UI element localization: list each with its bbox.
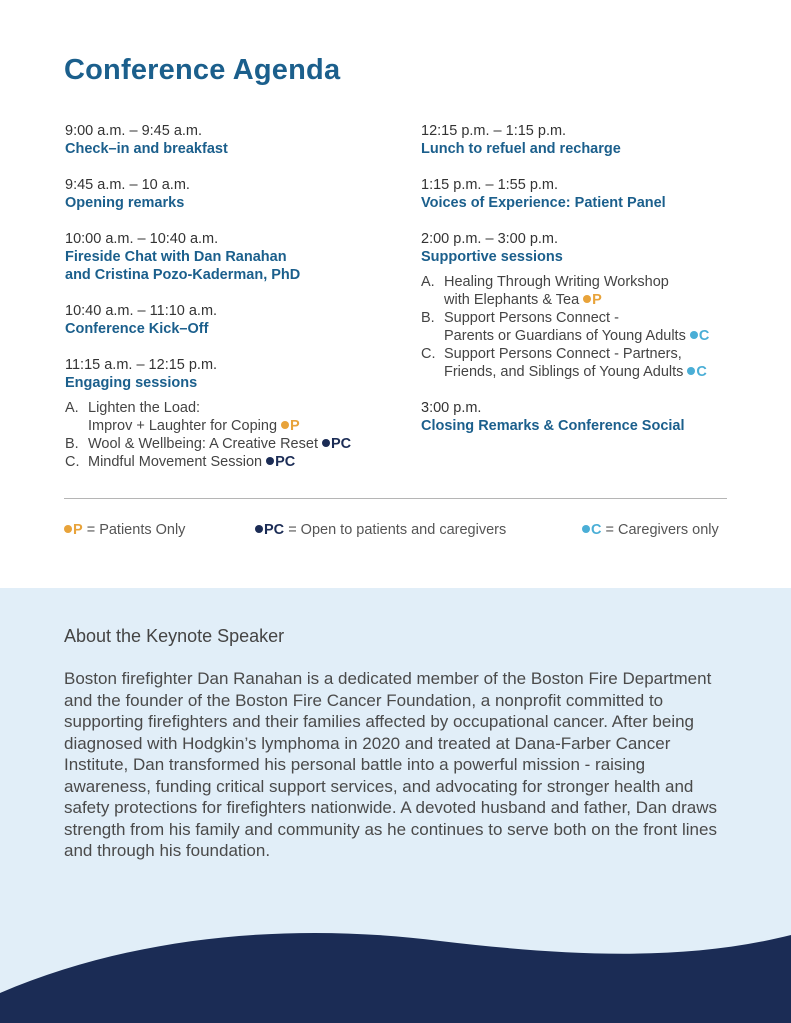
- keynote-heading: About the Keynote Speaker: [64, 626, 285, 646]
- agenda-time: 9:45 a.m. – 10 a.m.: [65, 177, 190, 193]
- session-list: [65, 399, 395, 471]
- session-line2: with Elephants & Tea: [444, 292, 580, 308]
- session-item: [65, 435, 395, 453]
- wave-decoration: [0, 913, 791, 1023]
- session-line1: Lighten the Load:: [88, 400, 201, 416]
- session-list: [421, 273, 741, 381]
- keynote-body: Boston firefighter Dan Ranahan is a dedicated member of the Boston Fire Department and the founder of the Boston Fire Cancer Foundation, a nonprofit committed to supporting firefighters and their families affected by occupational cancer. After being diagnosed with Hodgkin’s lymphoma in 2020 and treated at Dana-Farber Cancer Institute, Dan transformed his personal battle into a powerful mission - raising awareness, funding critical support services, and advocating for stronger health and safety protections for firefighters nationwide. A devoted husband and father, Dan draws strength from his family and community as he continues to serve both on the front lines and through his foundation.: [64, 669, 718, 860]
- dot-icon: [322, 439, 330, 447]
- agenda-item: [65, 122, 395, 158]
- session-item: [65, 453, 395, 471]
- wave-shape: [0, 933, 791, 1023]
- agenda-title: Voices of Experience: Patient Panel: [421, 195, 666, 211]
- agenda-time: 2:00 p.m. – 3:00 p.m.: [421, 231, 559, 247]
- dot-icon: [583, 295, 591, 303]
- session-letter: B.: [421, 310, 435, 326]
- page-title: Conference Agenda: [64, 54, 341, 86]
- session-item: [421, 273, 741, 309]
- audience-tag: PC: [330, 436, 352, 452]
- agenda-time: 10:00 a.m. – 10:40 a.m.: [65, 231, 219, 247]
- session-item: [421, 309, 741, 345]
- agenda-right-column: [421, 122, 741, 453]
- legend-tag: P: [73, 522, 83, 538]
- agenda-item: [65, 356, 395, 471]
- audience-tag: C: [696, 364, 707, 380]
- legend-tag: C: [591, 522, 602, 538]
- legend-patients-caregivers: [255, 522, 506, 538]
- audience-tag: P: [290, 418, 300, 434]
- agenda-item: [421, 230, 741, 381]
- session-letter: A.: [65, 400, 79, 416]
- legend-text: = Caregivers only: [605, 522, 719, 538]
- agenda-time: 3:00 p.m.: [421, 400, 482, 416]
- session-item: [65, 399, 395, 435]
- session-letter: C.: [65, 454, 80, 470]
- legend-tag: PC: [264, 522, 285, 538]
- agenda-title-line2: and Cristina Pozo-Kaderman, PhD: [65, 267, 301, 283]
- agenda-time: 11:15 a.m. – 12:15 p.m.: [65, 357, 218, 373]
- agenda-title: Opening remarks: [65, 195, 185, 211]
- audience-tag: PC: [275, 454, 296, 470]
- dot-icon: [255, 525, 263, 533]
- agenda-time: 12:15 p.m. – 1:15 p.m.: [421, 123, 567, 139]
- dot-icon: [64, 525, 72, 533]
- agenda-item: [65, 230, 395, 284]
- agenda-title: Conference Kick–Off: [65, 321, 209, 337]
- agenda-time: 1:15 p.m. – 1:55 p.m.: [421, 177, 559, 193]
- legend-caregivers: [582, 522, 719, 538]
- dot-icon: [266, 457, 274, 465]
- agenda-time: 9:00 a.m. – 9:45 a.m.: [65, 123, 203, 139]
- legend-patients: [64, 522, 185, 538]
- audience-tag: C: [698, 328, 710, 344]
- agenda-time: 10:40 a.m. – 11:10 a.m.: [65, 303, 218, 319]
- keynote-section: [0, 588, 791, 1023]
- legend-text: = Patients Only: [86, 522, 186, 538]
- dot-icon: [582, 525, 590, 533]
- session-line1: Healing Through Writing Workshop: [444, 274, 669, 290]
- divider: [64, 498, 727, 499]
- session-letter: B.: [65, 436, 79, 452]
- session-line1: Support Persons Connect -: [444, 310, 619, 326]
- agenda-title: Engaging sessions: [65, 375, 198, 391]
- session-line1: Mindful Movement Session: [88, 454, 263, 470]
- audience-tag: P: [592, 292, 602, 308]
- agenda-item: [421, 122, 741, 158]
- agenda-item: [421, 399, 741, 435]
- agenda-title: Closing Remarks & Conference Social: [421, 418, 685, 434]
- session-letter: A.: [421, 274, 435, 290]
- dot-icon: [690, 331, 698, 339]
- session-line2: Improv + Laughter for Coping: [88, 418, 278, 434]
- session-letter: C.: [421, 346, 436, 362]
- dot-icon: [687, 367, 695, 375]
- agenda-item: [65, 176, 395, 212]
- session-item: [421, 345, 741, 381]
- agenda-item: [65, 302, 395, 338]
- session-line2: Parents or Guardians of Young Adults: [444, 328, 686, 344]
- dot-icon: [281, 421, 289, 429]
- agenda-title-line1: Fireside Chat with Dan Ranahan: [65, 249, 287, 265]
- agenda-left-column: [65, 122, 395, 489]
- agenda-title: Check–in and breakfast: [65, 141, 228, 157]
- legend-text: = Open to patients and caregivers: [288, 522, 507, 538]
- session-line2: Friends, and Siblings of Young Adults: [444, 364, 684, 380]
- session-line1: Support Persons Connect - Partners,: [444, 346, 682, 362]
- agenda-title: Lunch to refuel and recharge: [421, 141, 621, 157]
- session-line1: Wool & Wellbeing: A Creative Reset: [88, 436, 318, 452]
- agenda-title: Supportive sessions: [421, 249, 563, 265]
- agenda-item: [421, 176, 741, 212]
